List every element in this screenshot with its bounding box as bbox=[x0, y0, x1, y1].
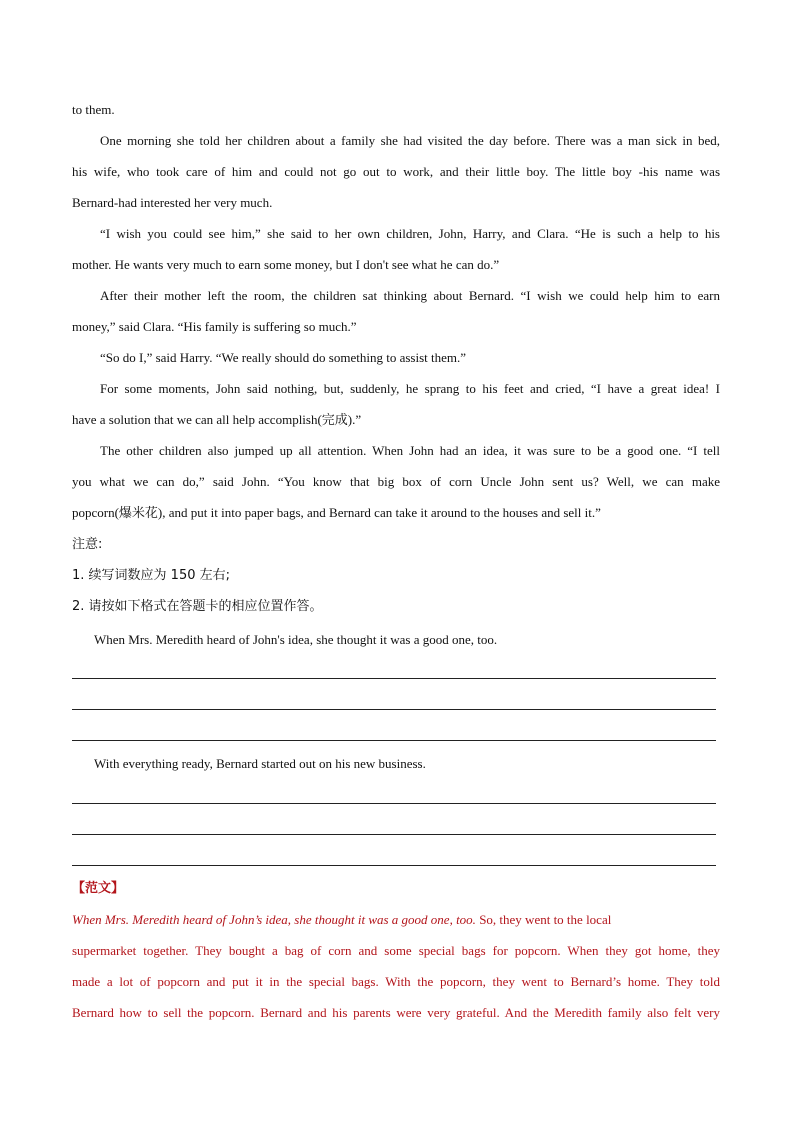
answer-line bbox=[72, 834, 716, 835]
paragraph-2-prompt: With everything ready, Bernard started out on his new business. bbox=[94, 756, 426, 771]
sample-essay-continuation: So, they went to the local bbox=[475, 912, 612, 927]
answer-line bbox=[72, 709, 716, 710]
story-line: The other children also jumped up all attention. When John had an idea, it was sure to be a good one. “I tell bbox=[100, 443, 720, 458]
story-line: One morning she told her children about a family she had visited the day before. There was a man sick in bed, bbox=[100, 133, 720, 148]
story-line: to them. bbox=[72, 102, 115, 117]
sample-essay-label: 【范文】 bbox=[72, 881, 125, 896]
sample-essay-line: supermarket together. They bought a bag of corn and some special bags for popcorn. When they got home, they bbox=[72, 943, 720, 958]
story-line: his wife, who took care of him and could not go out to work, and their little boy. The little boy -his name was bbox=[72, 164, 720, 179]
story-line: popcorn(爆米花), and put it into paper bags, and Bernard can take it around to the houses and sell it.” bbox=[72, 505, 601, 520]
sample-essay-opening: When Mrs. Meredith heard of John’s idea, she thought it was a good one, too. bbox=[72, 912, 476, 927]
story-line: Bernard-had interested her very much. bbox=[72, 195, 273, 210]
story-line: have a solution that we can all help accomplish(完成).” bbox=[72, 412, 362, 427]
answer-line bbox=[72, 678, 716, 679]
answer-line bbox=[72, 865, 716, 866]
story-line: “So do I,” said Harry. “We really should do something to assist them.” bbox=[100, 350, 467, 365]
sample-essay-line bbox=[72, 910, 720, 930]
story-line: money,” said Clara. “His family is suffering so much.” bbox=[72, 319, 357, 334]
paragraph-1-prompt: When Mrs. Meredith heard of John's idea, she thought it was a good one, too. bbox=[94, 632, 498, 647]
answer-line bbox=[72, 803, 716, 804]
sample-essay-line: Bernard how to sell the popcorn. Bernard and his parents were very grateful. And the Meredith family also felt very bbox=[72, 1005, 720, 1020]
story-line: After their mother left the room, the children sat thinking about Bernard. “I wish we could help him to earn bbox=[100, 288, 720, 303]
sample-essay-line: made a lot of popcorn and put it in the special bags. With the popcorn, they went to Bernard’s home. They told bbox=[72, 974, 720, 989]
notes-item: 2. 请按如下格式在答题卡的相应位置作答。 bbox=[72, 599, 323, 614]
story-line: For some moments, John said nothing, but, suddenly, he sprang to his feet and cried, “I have a great idea! I bbox=[100, 381, 720, 396]
notes-heading: 注意: bbox=[72, 537, 103, 552]
story-line: “I wish you could see him,” she said to her own children, John, Harry, and Clara. “He is such a help to his bbox=[100, 226, 720, 241]
story-line: you what we can do,” said John. “You know that big box of corn Uncle John sent us? Well, we can make bbox=[72, 474, 720, 489]
notes-item: 1. 续写词数应为 150 左右; bbox=[72, 568, 230, 583]
story-line: mother. He wants very much to earn some money, but I don't see what he can do.” bbox=[72, 257, 500, 272]
answer-line bbox=[72, 740, 716, 741]
